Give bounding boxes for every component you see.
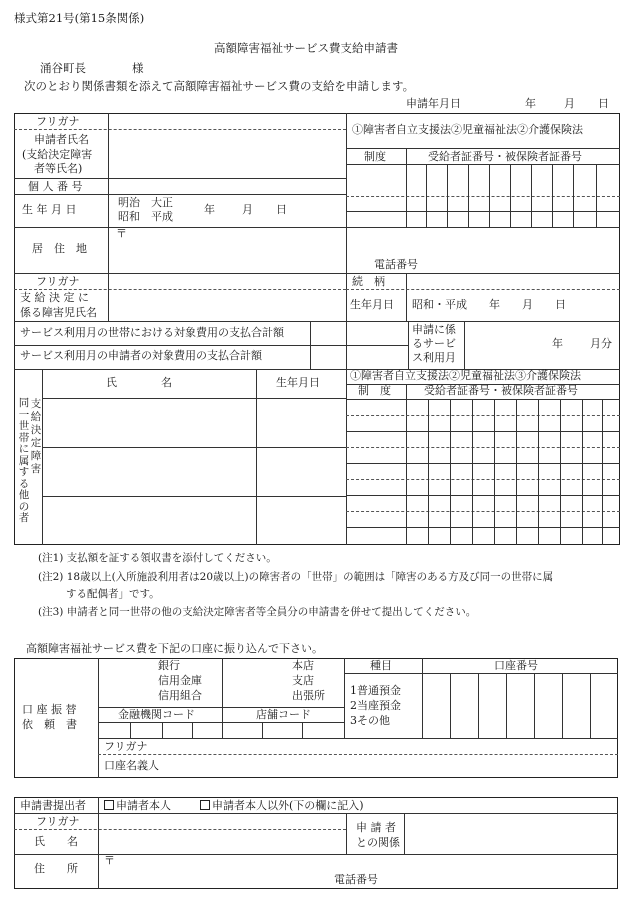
side-label-char: 定 — [30, 437, 42, 449]
account-type-header: 種目 — [370, 659, 392, 672]
service-month-label-3: ス利用月 — [412, 351, 456, 364]
submitter-furigana-label: フリガナ — [36, 815, 80, 828]
phone-label: 電話番号 — [374, 258, 418, 271]
inst-type-kumiai: 信用組合 — [158, 689, 202, 702]
cert-number-header: 受給者証番号・被保険者証番号 — [428, 150, 582, 163]
transfer-label-2: 依 頼 書 — [22, 718, 77, 731]
submitter-address-label: 住 所 — [34, 862, 78, 875]
service-month-label-2: るサービ — [412, 337, 456, 350]
side-label-char: 支 — [30, 398, 42, 410]
account-type-1: 1普通預金 — [350, 684, 401, 697]
submitter-option-self[interactable] — [104, 800, 171, 813]
holder-furigana-label: フリガナ — [104, 740, 148, 753]
branch-type-branch: 支店 — [292, 674, 314, 687]
dob-era-1: 明治 大正 — [118, 196, 173, 209]
intro-text: 次のとおり関係書類を添えて高額障害福祉サービス費の支給を申請します。 — [24, 79, 415, 93]
dob-label: 生 年 月 日 — [22, 203, 77, 216]
branch-code-label: 店舗コード — [256, 708, 311, 721]
postal-mark: 〒 — [116, 227, 127, 240]
note-2: (注2) 18歳以上(入所施設利用者は20歳以上)の障害者の「世帯」の範囲は「障害のある方及び同一の世帯に属 — [38, 571, 554, 583]
service-month-label-1: 申請に係 — [412, 323, 456, 336]
service-month-month: 月分 — [590, 337, 612, 350]
child-dob-label: 生年月日 — [350, 298, 394, 311]
side-label-char: 一 — [18, 408, 30, 421]
date-day: 日 — [598, 97, 609, 110]
member-cert-header: 受給者証番号・被保険者証番号 — [424, 384, 578, 397]
submitter-option-other-label: 申請者本人以外(下の欄に記入) — [212, 799, 364, 812]
submitter-option-self-label: 申請者本人 — [116, 799, 171, 812]
address-label: 居 住 地 — [32, 242, 87, 255]
side-label-char: 害 — [30, 463, 42, 475]
side-label-char: 他 — [18, 489, 30, 501]
side-label-char: す — [18, 466, 30, 478]
inst-code-label: 金融機関コード — [118, 708, 195, 721]
account-type-2: 2当座預金 — [350, 699, 401, 712]
child-label-2: 係る障害児氏名 — [20, 306, 97, 319]
member-name-header: 氏 名 — [106, 376, 172, 389]
my-number-label: 個 人 番 号 — [28, 180, 83, 193]
applicant-total-label: サービス利用月の申請者の対象費用の支払合計額 — [20, 349, 262, 362]
applicant-name-sub1: (支給決定障害 — [22, 148, 93, 161]
side-label-char: る — [18, 477, 30, 490]
member-seido-header: 制 度 — [358, 384, 391, 397]
household-side-label-1 — [18, 398, 30, 525]
dob-month: 月 — [242, 203, 253, 216]
transfer-label-1: 口 座 振 替 — [22, 703, 77, 716]
side-label-char: の — [18, 500, 30, 513]
date-label: 申請年月日 — [406, 97, 461, 110]
inst-type-shinkin: 信用金庫 — [158, 674, 202, 687]
service-month-year: 年 — [552, 337, 563, 350]
submitter-label: 申請書提出者 — [20, 799, 86, 812]
side-label-char: に — [18, 443, 30, 455]
note-3: (注3) 申請者と同一世帯の他の支給決定障害者等全員分の申請書を併せて提出してください。 — [38, 606, 477, 618]
branch-type-main: 本店 — [292, 659, 314, 672]
child-furigana-label: フリガナ — [36, 275, 80, 288]
submitter-relation-1: 申 請 者 — [356, 821, 396, 834]
household-side-label-2 — [30, 398, 42, 476]
submitter-relation-2: との関係 — [356, 836, 400, 849]
addressee: 涌谷町長 様 — [40, 61, 144, 75]
branch-type-office: 出張所 — [292, 689, 325, 702]
form-title: 高額障害福祉サービス費支給申請書 — [214, 41, 398, 55]
form-number: 様式第21号(第15条関係) — [14, 11, 145, 25]
dob-year: 年 — [204, 203, 215, 216]
law-header: ①障害者自立支援法②児童福祉法②介護保険法 — [352, 123, 583, 136]
dob-era-2: 昭和 平成 — [118, 210, 173, 223]
child-dob-value: 昭和・平成 年 月 日 — [412, 298, 566, 311]
member-law-header: ①障害者自立支援法②児童福祉法③介護保険法 — [350, 369, 581, 382]
side-label-char: 世 — [18, 420, 30, 432]
relation-label: 続 柄 — [352, 275, 385, 288]
dob-day: 日 — [276, 203, 287, 216]
inst-type-bank: 銀行 — [158, 659, 180, 672]
bank-intro: 高額障害福祉サービス費を下記の口座に振り込んで下さい。 — [26, 642, 323, 655]
holder-label: 口座名義人 — [104, 759, 159, 772]
checkbox-other[interactable] — [200, 800, 210, 810]
side-label-char: 属 — [18, 454, 30, 467]
side-label-char: 決 — [30, 424, 42, 436]
submitter-name-label: 氏 名 — [34, 835, 78, 848]
side-label-char: 障 — [30, 450, 42, 462]
side-label-char: 給 — [30, 411, 42, 423]
side-label-char: 同 — [18, 397, 30, 409]
submitter-option-other[interactable] — [200, 800, 364, 813]
checkbox-self[interactable] — [104, 800, 114, 810]
side-label-char: 者 — [18, 512, 30, 524]
note-2-cont: する配偶者」です。 — [66, 588, 160, 600]
date-year: 年 — [525, 97, 536, 110]
account-type-3: 3その他 — [350, 714, 390, 727]
note-1: (注1) 支払額を証する領収書を添付してください。 — [38, 552, 277, 564]
household-total-label: サービス利用月の世帯における対象費用の支払合計額 — [20, 326, 284, 339]
date-month: 月 — [564, 97, 575, 110]
submitter-phone-label: 電話番号 — [334, 873, 378, 886]
applicant-name-label: 申請者氏名 — [34, 133, 89, 146]
seido-header: 制度 — [364, 150, 386, 163]
applicant-name-sub2: 者等氏名) — [34, 162, 83, 175]
child-label-1: 支 給 決 定 に — [20, 291, 89, 304]
applicant-furigana-label: フリガナ — [36, 115, 80, 128]
side-label-char: 帯 — [18, 431, 30, 444]
submitter-postal-mark: 〒 — [104, 854, 115, 867]
member-dob-header: 生年月日 — [276, 376, 320, 389]
account-number-header: 口座番号 — [494, 659, 538, 672]
